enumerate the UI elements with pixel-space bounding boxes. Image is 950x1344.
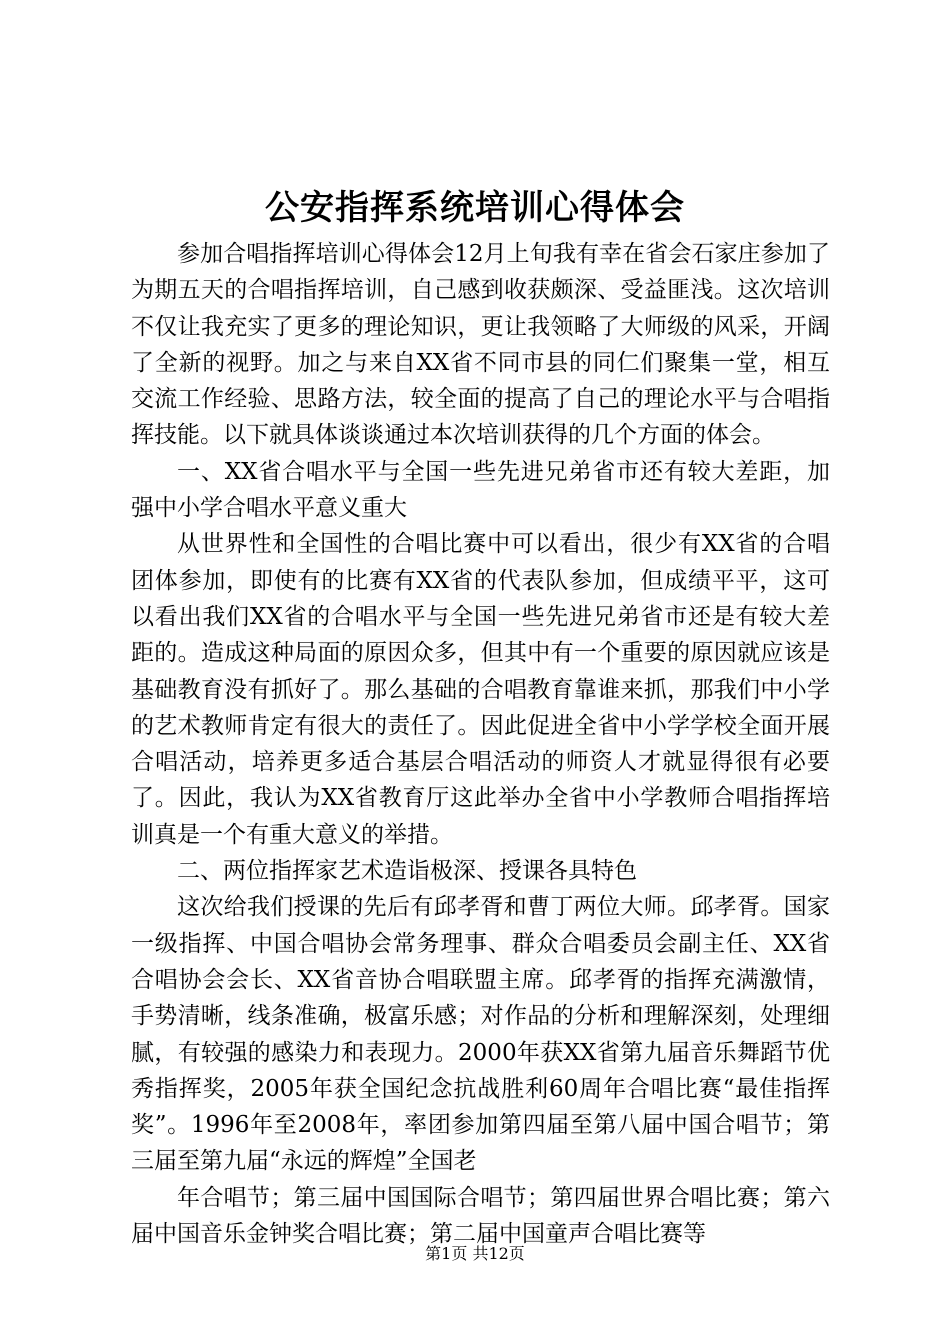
document-body <box>131 236 830 1252</box>
page-footer: 第1页 共12页 <box>425 1244 525 1263</box>
section-heading-2: 二、两位指挥家艺术造诣极深、授课各具特色 <box>177 858 637 885</box>
document-title: 公安指挥系统培训心得体会 <box>265 188 685 228</box>
paragraph-section-1: 从世界性和全国性的合唱比赛中可以看出，很少有XX省的合唱团体参加，即使有的比赛有XX省的代表队参加，但成绩平平，这可以看出我们XX省的合唱水平与全国一些先进兄弟省市还是有较大差距的。造成这种局面的原因众多，但其中有一个重要的原因就应该是基础教育没有抓好了。那么基础的合唱教育靠谁来抓，那我们中小学的艺术教师肯定有很大的责任了。因此促进全省中小学学校全面开展合唱活动，培养更多适合基层合唱活动的师资人才就显得很有必要了。因此，我认为XX省教育厅这此举办全省中小学教师合唱指挥培训真是一个有重大意义的举措。 <box>131 531 830 848</box>
paragraph-continuation: 年合唱节；第三届中国国际合唱节；第四届世界合唱比赛；第六届中国音乐金钟奖合唱比赛；第二届中国童声合唱比赛等 <box>131 1184 830 1248</box>
paragraph-section-2: 这次给我们授课的先后有邱孝胥和曹丁两位大师。邱孝胥。国家一级指挥、中国合唱协会常务理事、群众合唱委员会副主任、XX省合唱协会会长、XX省音协合唱联盟主席。邱孝胥的指挥充满激情，手势清晰，线条准确，极富乐感；对作品的分析和理解深刻，处理细腻，有较强的感染力和表现力。2000年获XX省第九届音乐舞蹈节优秀指挥奖，2005年获全国纪念抗战胜利60周年合唱比赛“最佳指挥奖”。1996年至2008年，率团参加第四届至第八届中国合唱节；第三届至第九届“永远的辉煌”全国老 <box>131 894 830 1175</box>
paragraph-intro: 参加合唱指挥培训心得体会12月上旬我有幸在省会石家庄参加了为期五天的合唱指挥培训，自己感到收获颇深、受益匪浅。这次培训不仅让我充实了更多的理论知识，更让我领略了大师级的风采，开阔了全新的视野。加之与来自XX省不同市县的同仁们聚集一堂，相互交流工作经验、思路方法，较全面的提高了自己的理论水平与合唱指挥技能。以下就具体谈谈通过本次培训获得的几个方面的体会。 <box>131 241 830 449</box>
section-heading-1: 一、XX省合唱水平与全国一些先进兄弟省市还有较大差距，加强中小学合唱水平意义重大 <box>131 458 830 522</box>
